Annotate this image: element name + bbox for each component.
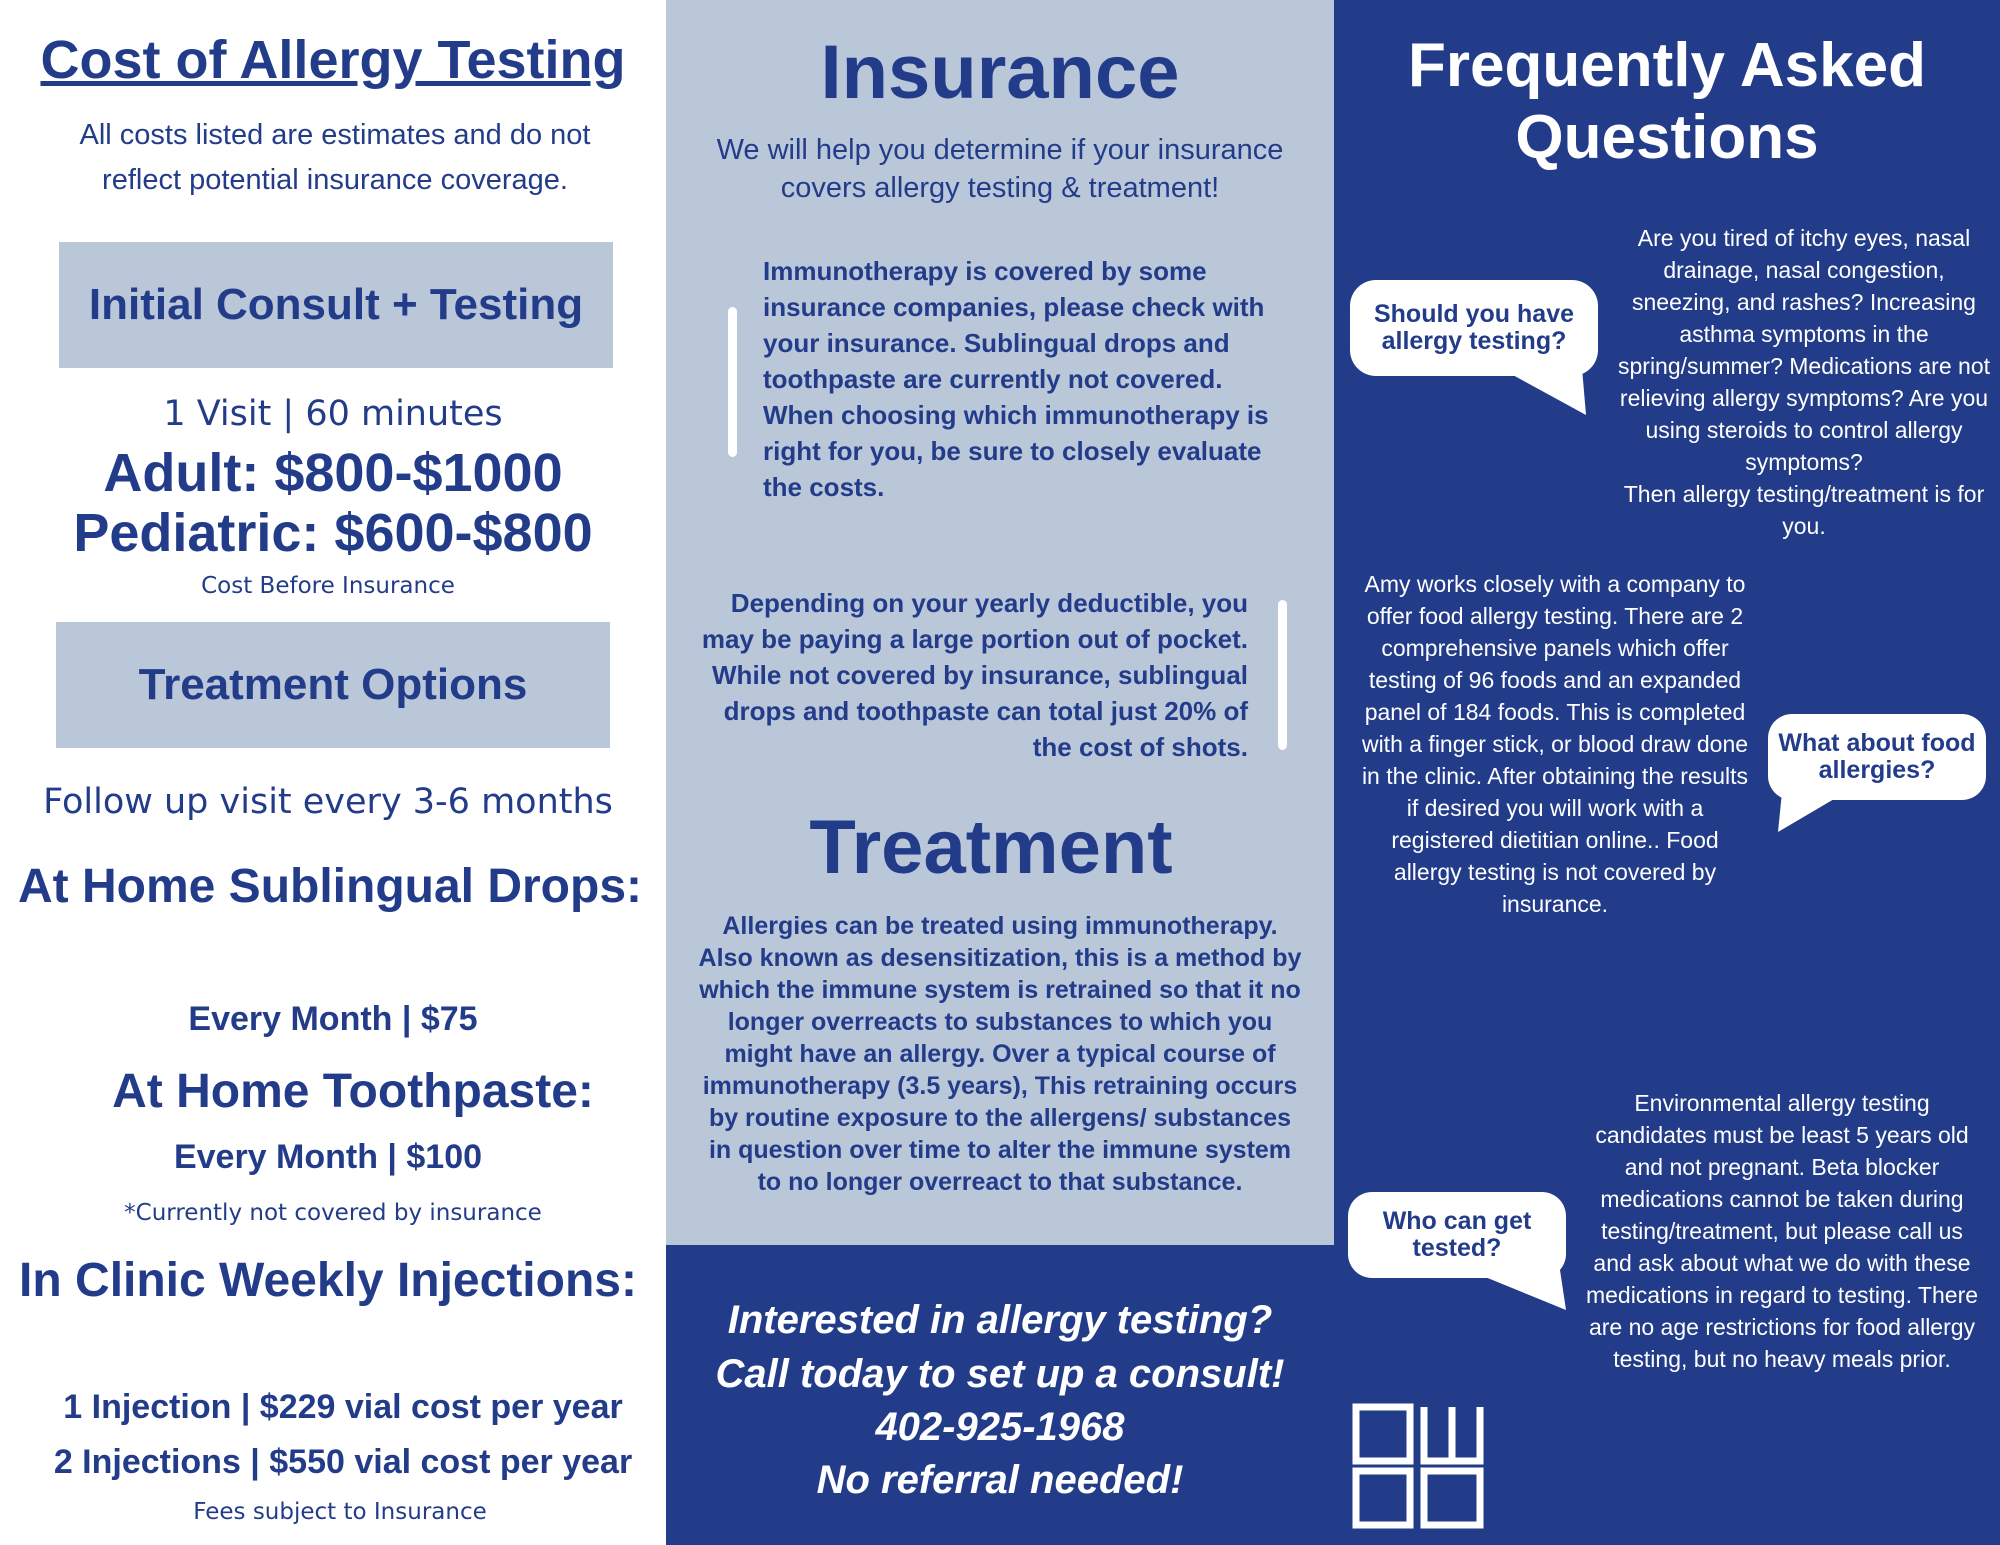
cta-no-referral: No referral needed! [816, 1458, 1184, 1502]
immunotherapy-coverage-text: Immunotherapy is covered by some insurance companies, please check with your insurance. Sublingual drops and toothpaste are currently not covered. When choosing which immunotherapy is right for you, be sure to closely evaluate the costs. [763, 256, 1269, 502]
treatment-text: Allergies can be treated using immunotherapy. Also known as desensitization, this is a method by which the immune system is retrained so that it no longer overreacts to substances to which you might have an allergy. Over a typical course of immunotherapy (3.5 years), This retraining occurs by routine exposure to the allergens/ substances in question over time to alter the immune system to no longer overreact to that substance. [698, 912, 1302, 1196]
treatment-heading: Treatment [809, 805, 1173, 890]
sublingual-drops-price: Every Month | $75 [188, 1000, 478, 1038]
cost-column [0, 0, 666, 1545]
sublingual-drops-heading: At Home Sublingual Drops: [18, 860, 642, 913]
one-injection-price: 1 Injection | $229 vial cost per year [63, 1388, 623, 1426]
left-accent-bar [728, 307, 737, 457]
treatment-options-box: Treatment Options [56, 622, 610, 748]
answer-testing-text: Are you tired of itchy eyes, nasal drainage, nasal congestion, sneezing, and rashes? Increasing asthma symptoms in the spring/summer? Medications are not relieving allergy symptoms? Are you using steroids to control allergy symptoms? Then allergy testing/treatment is for you. [1618, 225, 1990, 539]
answer-testing [1612, 222, 1996, 542]
follow-up-text: Follow up visit every 3-6 months [43, 782, 613, 822]
insurance-subtitle: We will help you determine if your insurance covers allergy testing & treatment! [716, 134, 1284, 204]
cta-call-today: Call today to set up a consult! [715, 1352, 1285, 1396]
pediatric-price: Pediatric: $600-$800 [73, 503, 593, 563]
deductible-text: Depending on your yearly deductible, you may be paying a large portion out of pocket. While not covered by insurance, sublingual drops and toothpaste can total just 20% of the cost of shots. [701, 588, 1248, 762]
faq-heading: Frequently Asked Questions [1408, 31, 1926, 172]
right-accent-bar [1278, 600, 1287, 750]
cost-title: Cost of Allergy Testing [40, 30, 626, 90]
clinic-logo-icon [1352, 1403, 1484, 1534]
answer-who: Environmental allergy testing candidates must be least 5 years old and not pregnant. Beta blocker medications cannot be taken during testing/treatment, but please call us and ask about what we do with these medications in regard to testing. There are no age restrictions for food allergy testing, but no heavy meals prior. [1585, 1090, 1979, 1372]
insurance-column [666, 0, 1334, 1545]
adult-price: Adult: $800-$1000 [103, 443, 563, 503]
toothpaste-heading: At Home Toothpaste: [112, 1065, 594, 1118]
two-injections-price: 2 Injections | $550 vial cost per year [53, 1443, 633, 1481]
faq-column [1334, 0, 2000, 1545]
answer-food-allergies: Amy works closely with a company to offer food allergy testing. There are 2 comprehensive panels which offer testing of 96 foods and an expanded panel of 184 foods. This is completed with a finger stick, or blood draw done in the clinic. After obtaining the results if desired you will work with a registered dietitian online.. Food allergy testing is not covered by insurance. [1361, 571, 1749, 917]
initial-consult-box: Initial Consult + Testing [59, 242, 613, 368]
cta-question: Interested in allergy testing? [727, 1298, 1273, 1342]
question-testing: Should you have allergy testing? [1373, 300, 1575, 355]
cta-phone-number[interactable]: 402-925-1968 [875, 1405, 1125, 1449]
toothpaste-price: Every Month | $100 [173, 1138, 483, 1176]
cost-before-insurance: Cost Before Insurance [201, 573, 455, 599]
injections-heading: In Clinic Weekly Injections: [19, 1254, 637, 1307]
fees-note: Fees subject to Insurance [193, 1499, 487, 1525]
question-food: What about food allergies? [1778, 729, 1976, 784]
insurance-heading: Insurance [820, 30, 1180, 115]
visit-length: 1 Visit | 60 minutes [163, 394, 503, 434]
question-who: Who can get tested? [1382, 1207, 1532, 1262]
not-covered-note: *Currently not covered by insurance [124, 1200, 542, 1226]
cost-disclaimer: All costs listed are estimates and do not reflect potential insurance coverage. [79, 119, 591, 196]
